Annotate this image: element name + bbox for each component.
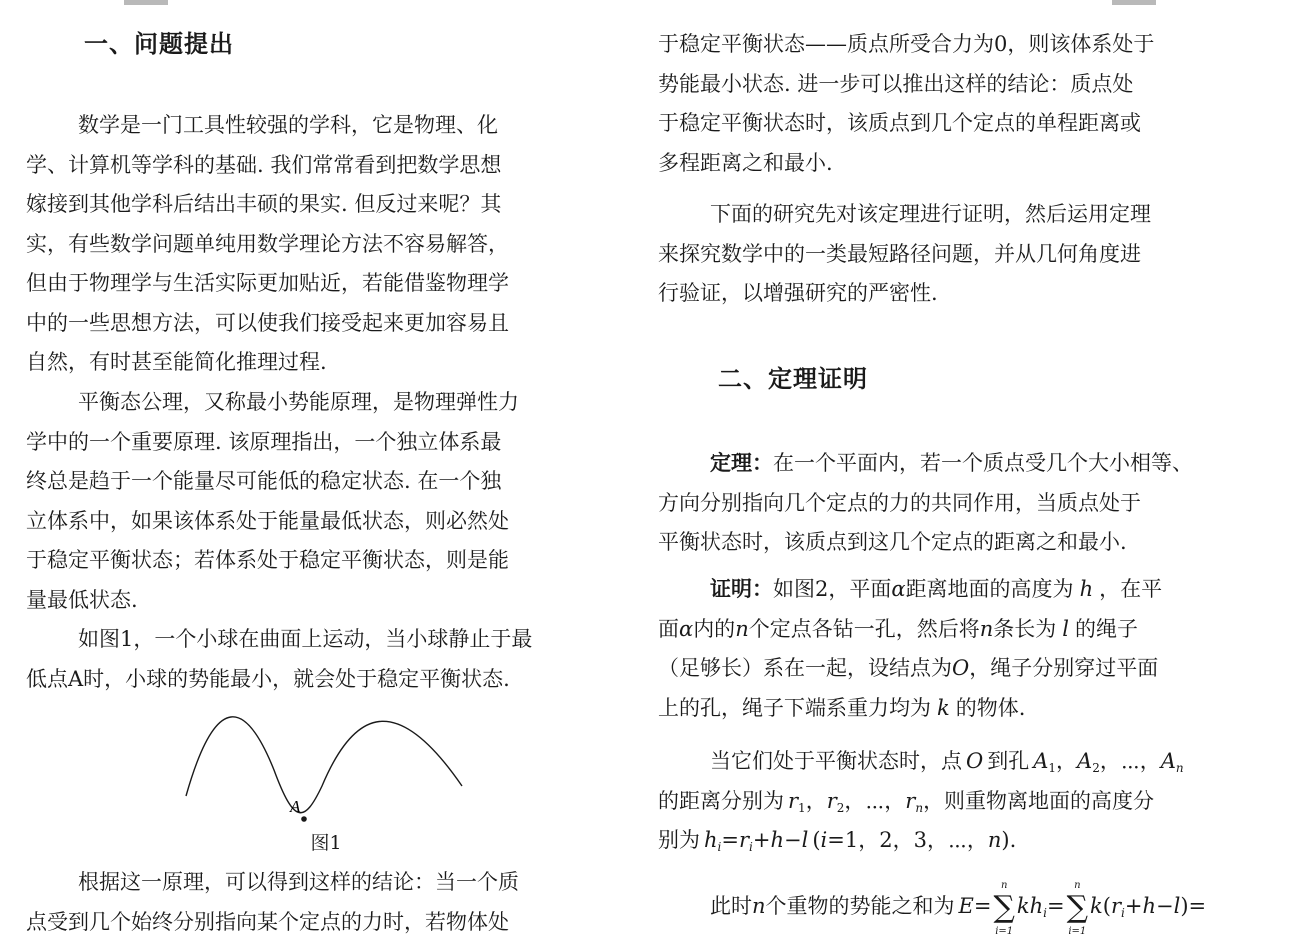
- text-line: 实，有些数学问题单纯用数学理论方法不容易解答，: [26, 231, 509, 256]
- section-2-heading: 二、定理证明: [718, 365, 868, 393]
- text-line: 立体系中，如果该体系处于能量最低状态，则必然处: [26, 508, 509, 533]
- energy-sum-paragraph: [658, 879, 1256, 937]
- proof-paragraph: [658, 570, 1256, 728]
- text-line: 学、计算机等学科的基础. 我们常常看到把数学思想: [26, 152, 502, 177]
- text-line: 证明：如图2，平面α距离地面的高度为 h ，在平: [710, 577, 1163, 601]
- text-line: 行验证，以增强研究的严密性.: [658, 281, 938, 305]
- text-line: 平衡状态时，该质点到这几个定点的距离之和最小.: [658, 530, 1127, 554]
- page-tab-right: [1112, 0, 1156, 5]
- text-line: 于稳定平衡状态——质点所受合力为0，则该体系处于: [658, 32, 1155, 56]
- text-line: 上的孔，绳子下端系重力均为 k 的物体.: [658, 695, 1026, 720]
- point-a-label: A: [290, 797, 301, 816]
- conclusion-paragraph: [26, 863, 624, 942]
- text-line: 当它们处于平衡状态时，点 O 到孔 $A_1$，$A_2$，⋯，$A_n$: [710, 749, 1184, 775]
- summation-symbol: n ∑ i=1: [993, 879, 1015, 937]
- text-line: 面α内的n个定点各钻一孔，然后将n条长为 l 的绳子: [658, 616, 1138, 641]
- continued-paragraph: [658, 25, 1256, 183]
- text-line: 的距离分别为 $r_1$，$r_2$，⋯，$r_n$，则重物离地面的高度分: [658, 788, 1155, 815]
- text-line: 多程距离之和最小.: [658, 150, 833, 175]
- text-line: 别为 $h_i=r_i+h-l$ (i=1，2，3，⋯，n).: [658, 828, 1017, 854]
- point-a-dot: [301, 816, 307, 822]
- text-line: 如图1，一个小球在曲面上运动，当小球静止于最: [78, 627, 533, 651]
- page-tab-left: [124, 0, 168, 5]
- text-line: 自然，有时甚至能简化推理过程.: [26, 350, 327, 374]
- figure1-paragraph: [26, 620, 624, 699]
- text-line: 数学是一门工具性较强的学科，它是物理、化: [78, 113, 498, 137]
- text-line: 根据这一原理，可以得到这样的结论：当一个质: [78, 870, 519, 894]
- text-line: 平衡态公理，又称最小势能原理，是物理弹性力: [78, 390, 519, 414]
- text-line: 终总是趋于一个能量尽可能低的稳定状态. 在一个独: [26, 469, 502, 493]
- text-line: 于稳定平衡状态；若体系处于稳定平衡状态，则是能: [26, 548, 509, 572]
- intro-paragraph: [26, 106, 624, 383]
- equilibrium-paragraph: [26, 383, 624, 620]
- figure-1-caption: 图1: [310, 832, 342, 854]
- text-line: 方向分别指向几个定点的力的共同作用，当质点处于: [658, 490, 1141, 515]
- text-line: 嫁接到其他学科后结出丰硕的果实. 但反过来呢？其: [26, 192, 502, 216]
- text-line: 点受到几个始终分别指向某个定点的力时，若物体处: [26, 909, 509, 934]
- text-line: 势能最小状态. 进一步可以推出这样的结论：质点处: [658, 71, 1134, 96]
- text-line: 低点A时，小球的势能最小，就会处于稳定平衡状态.: [26, 666, 510, 691]
- text-line: （足够长）系在一起，设结点为O，绳子分别穿过平面: [658, 656, 1159, 680]
- theorem-paragraph: [658, 444, 1256, 563]
- text-line: 来探究数学中的一类最短路径问题，并从几何角度进: [658, 241, 1141, 266]
- section-1-heading: 一、问题提出: [84, 30, 234, 58]
- text-line: 学中的一个重要原理. 该原理指出，一个独立体系最: [26, 429, 502, 454]
- equilibrium-equation-paragraph: [658, 742, 1256, 861]
- plan-paragraph: [658, 195, 1256, 314]
- proof-label: 证明：: [710, 577, 773, 601]
- text-line: 下面的研究先对该定理进行证明，然后运用定理: [710, 202, 1151, 226]
- text-line: 于稳定平衡状态时，该质点到几个定点的单程距离或: [658, 111, 1141, 135]
- text-line: 但由于物理学与生活实际更加贴近，若能借鉴物理学: [26, 271, 509, 295]
- curve-path: [186, 717, 462, 813]
- text-line: 此时n个重物的势能之和为 E= n ∑ i=1 $kh_i=$ n ∑ i=1 $k(r_i+h-l)=$: [710, 879, 1207, 937]
- text-line: 中的一些思想方法，可以使我们接受起来更加容易且: [26, 310, 509, 335]
- theorem-label: 定理：: [710, 451, 773, 475]
- text-line: 定理：在一个平面内，若一个质点受几个大小相等、: [710, 451, 1193, 475]
- text-line: 量最低状态.: [26, 587, 138, 612]
- summation-symbol: n ∑ i=1: [1066, 879, 1089, 937]
